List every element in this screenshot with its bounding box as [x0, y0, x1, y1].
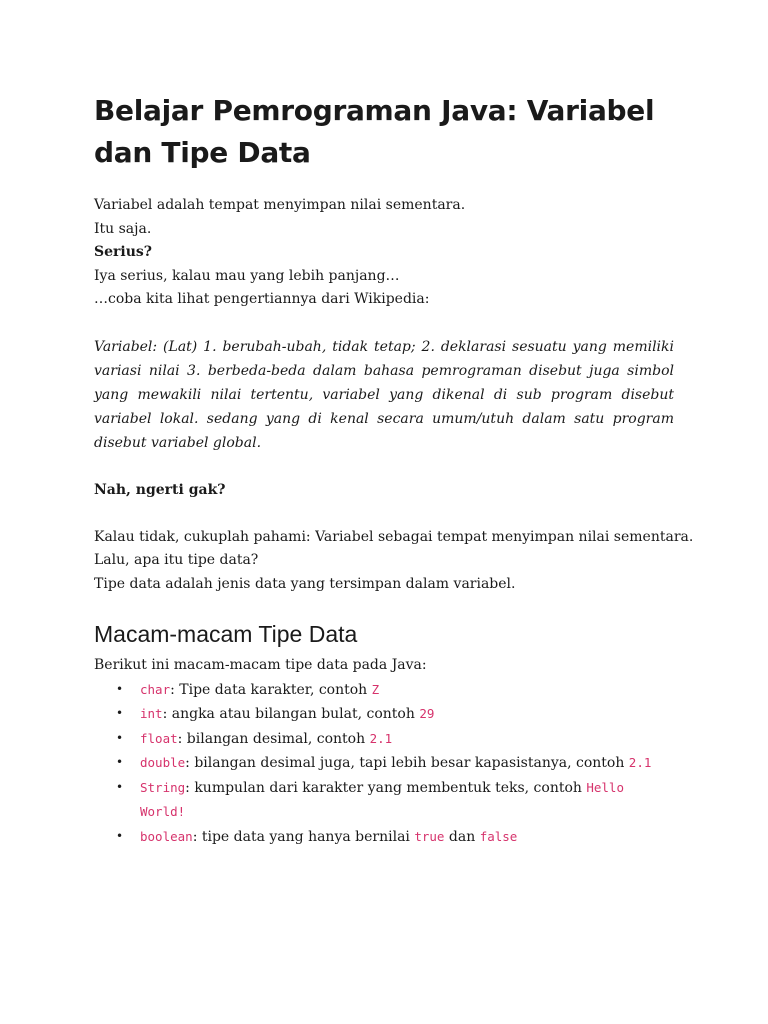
- type-name: int: [140, 706, 163, 721]
- bullet-icon: •: [116, 706, 124, 720]
- list-item-char: [94, 678, 674, 703]
- type-example: 2.1: [369, 730, 393, 746]
- spacer: [94, 502, 674, 526]
- bullet-icon: •: [116, 755, 124, 769]
- explain-line-1: Kalau tidak, cukuplah pahami: Variabel sebagai tempat menyimpan nilai sementara.: [94, 528, 694, 545]
- bullet-icon: •: [116, 730, 124, 745]
- data-type-list: [94, 678, 674, 850]
- type-description: : bilangan desimal, contoh: [177, 730, 370, 747]
- section-intro: Berikut ini macam-macam tipe data pada Java:: [94, 657, 427, 673]
- type-name: char: [140, 681, 171, 697]
- list-item-float: [94, 727, 674, 752]
- list-item-boolean: [94, 825, 674, 850]
- type-name: float: [140, 730, 178, 746]
- bullet-icon: •: [116, 779, 124, 794]
- type-example-2: false: [479, 828, 518, 844]
- intro-line-3: Serius?: [94, 244, 152, 260]
- intro-line-2: Itu saja.: [94, 220, 152, 237]
- spacer: [94, 312, 674, 336]
- explain-line-3: Tipe data adalah jenis data yang tersimpan dalam variabel.: [94, 575, 516, 592]
- type-name: double: [140, 755, 186, 770]
- type-description: : bilangan desimal juga, tapi lebih besar kapasistanya, contoh: [185, 755, 629, 771]
- bullet-icon: •: [116, 681, 124, 696]
- spacer: [94, 455, 674, 479]
- conjunction: dan: [444, 828, 480, 845]
- intro-line-4: Iya serius, kalau mau yang lebih panjang…: [94, 267, 400, 284]
- bullet-icon: •: [116, 828, 124, 843]
- intro-line-1: Variabel adalah tempat menyimpan nilai sementara.: [94, 197, 466, 213]
- type-example: 29: [419, 706, 435, 721]
- type-example: 2.1: [628, 755, 652, 770]
- type-example: Z: [371, 681, 380, 697]
- page-title: Belajar Pemrograman Java: Variabel dan Tipe Data: [94, 94, 655, 169]
- wikipedia-quote: Variabel: (Lat) 1. berubah-ubah, tidak tetap; 2. deklarasi sesuatu yang memiliki variasi nilai 3. berbeda-beda dalam bahasa pemrograman disebut juga simbol yang mewakili nilai tertentu, variabel yang dikenal di sub program disebut variabel lokal. sedang yang di kenal secara umum/utuh dalam satu program disebut variabel global.: [94, 339, 674, 451]
- type-description: : kumpulan dari karakter yang membentuk teks, contoh: [185, 779, 587, 796]
- intro-line-5: …coba kita lihat pengertiannya dari Wikipedia:: [94, 291, 430, 307]
- type-description: : angka atau bilangan bulat, contoh: [162, 706, 420, 722]
- list-item-string: [94, 776, 640, 825]
- explain-line-2: Lalu, apa itu tipe data?: [94, 552, 259, 568]
- section-heading: Macam-macam Tipe Data: [94, 621, 358, 647]
- type-example: true: [414, 828, 445, 844]
- type-example: Hello World!: [140, 779, 624, 819]
- question-line: Nah, ngerti gak?: [94, 481, 226, 498]
- type-description: : tipe data yang hanya bernilai: [192, 828, 415, 845]
- type-name: String: [140, 779, 186, 795]
- type-name: boolean: [140, 828, 193, 844]
- list-item-double: [94, 751, 674, 776]
- type-description: : Tipe data karakter, contoh: [170, 681, 372, 698]
- list-item-int: [94, 702, 674, 727]
